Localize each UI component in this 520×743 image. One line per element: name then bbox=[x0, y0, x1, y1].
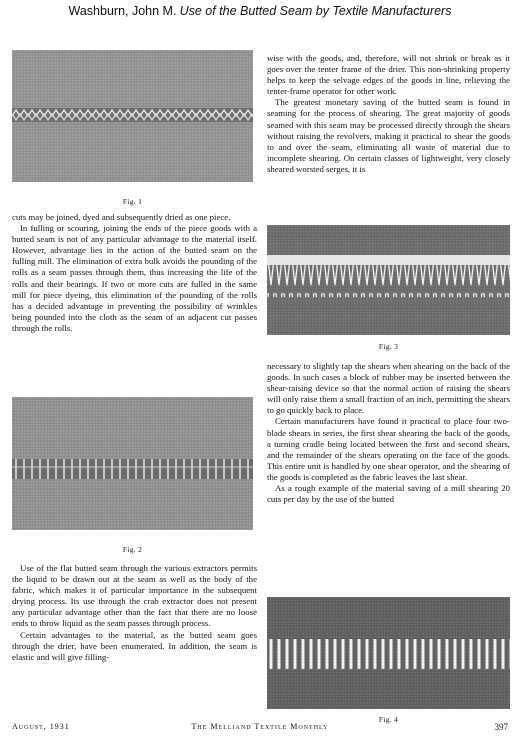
figure-1-caption: Fig. 1 bbox=[122, 197, 143, 206]
header-author: Washburn, John M. bbox=[68, 4, 177, 18]
left-paragraph-4: Certain advantages to the material, as the butted seam goes through the drier, have been enumerated. In addition, the seam is elastic and will give filling- bbox=[12, 629, 257, 662]
right-column-bottom bbox=[267, 361, 510, 505]
right-paragraph-4: Certain manufacturers have found it practical to place four two-blade shears in series, the first shear shearing the back of the goods, a turning cradle being located between the first and second shears, and the remainder of the shears operating on the face of the goods. This entire unit is handled by one shear operator, and the shearing of the goods is completed as the fabric leaves the last shear. bbox=[267, 416, 510, 482]
page-header bbox=[0, 4, 520, 19]
figure-3-image bbox=[267, 225, 510, 335]
footer-journal: The Melliand Textile Monthly bbox=[191, 722, 329, 731]
left-paragraph-3: Use of the flat butted seam through the various extractors permits the liquid to be drawn out at the seam as well as the body of the fabric, which makes it of particular importance in the subsequent drying process. Its use through the crab extractor does not present any particular advantage other than the fact that there are no loose ends to throw liquid as the seam passes through process. bbox=[12, 563, 257, 629]
figure-1-image bbox=[12, 50, 253, 182]
left-column-top bbox=[12, 212, 257, 334]
right-paragraph-3: necessary to slightly tap the shears when shearing on the back of the goods. In such cases a block of rubber may be inserted between the shear-raising device so that the normal action of raising the shears will only raise them a small fraction of an inch, permitting the shears to go quickly back to place. bbox=[267, 361, 510, 416]
figure-4-image bbox=[267, 597, 510, 709]
right-column-top bbox=[267, 53, 510, 175]
footer-date: August, 1931 bbox=[12, 722, 70, 731]
left-column-bottom bbox=[12, 563, 257, 663]
right-paragraph-2: The greatest monetary saving of the butted seam is found in seaming for the process of shearing. The great majority of goods seamed with this seam may be processed directly through the shears without raising the revolvers, making it practical to shear the goods to and over the seam, eliminating all waste of material due to incomplete shearing. On certain classes of lightweight, very closely sheared worsted serges, it is bbox=[267, 97, 510, 174]
figure-3-caption: Fig. 3 bbox=[378, 342, 399, 351]
header-title: Use of the Butted Seam by Textile Manufacturers bbox=[179, 4, 452, 18]
figure-2-image bbox=[12, 397, 253, 530]
right-paragraph-5: As a rough example of the material saving of a mill shearing 20 cuts per day by the use of the butted bbox=[267, 483, 510, 505]
figure-4-caption: Fig. 4 bbox=[378, 715, 399, 724]
footer-page-number: 397 bbox=[494, 722, 508, 732]
left-paragraph-2: In fulling or scouring, joining the ends of the piece goods with a butted seam is not of any particular advantage to the material itself. However, advantage lies in the action of the butted seam on the fulling mill. The elimination of extra bulk avoids the pounding of the rolls as a seam passes through them, thus increasing the life of the rolls and their bearings. If two or more cuts are fulled in the same mill for piece dyeing, this elimination of the pounding of the rolls has a decided advantage in preventing the possibility of wrinkles being pounded into the cloth as the seam of an adjacent cut passes through the rolls. bbox=[12, 223, 257, 333]
right-paragraph-1: wise with the goods, and, therefore, will not shrink or break as it goes over the tenter frame of the drier. This non-shrinking property helps to keep the selvage edges of the goods in line, relieving the tenter-frame operator for other work. bbox=[267, 53, 510, 97]
figure-2-caption: Fig. 2 bbox=[122, 545, 143, 554]
left-paragraph-1: cuts may be joined, dyed and subsequently dried as one piece. bbox=[12, 212, 231, 222]
